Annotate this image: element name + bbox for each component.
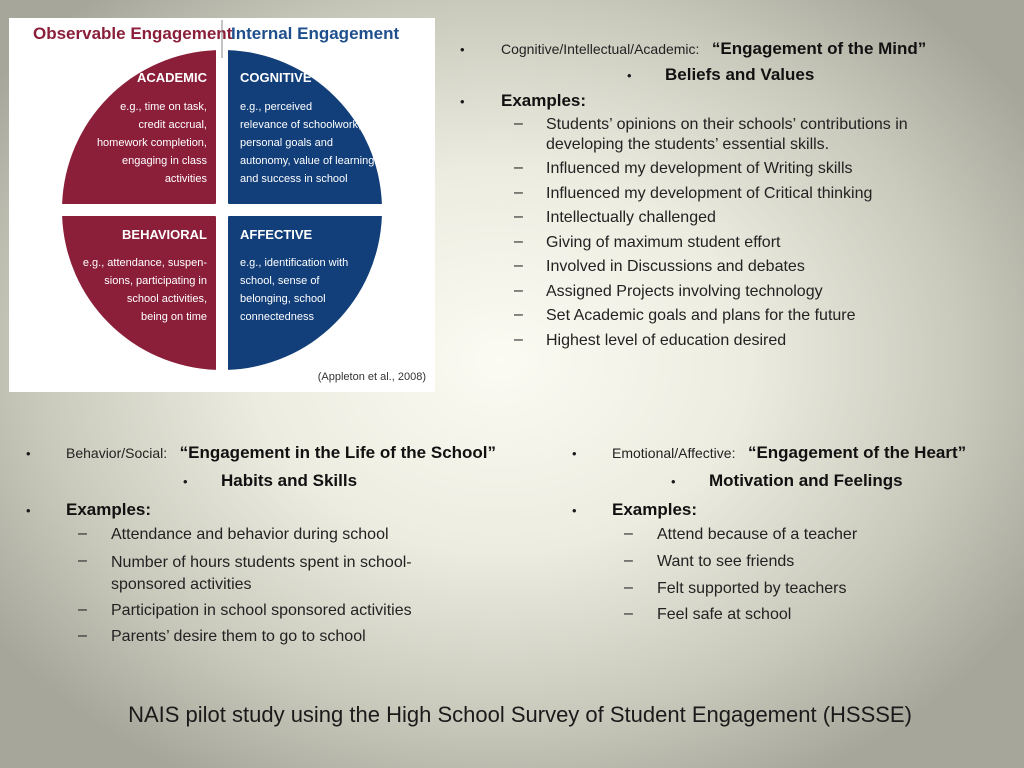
cognitive-examples-list: [460, 115, 1020, 355]
behavior-category: Behavior/Social: [66, 445, 164, 461]
list-item: [460, 159, 1020, 184]
academic-line: homework completion,: [96, 137, 207, 149]
bullet: •: [183, 474, 188, 489]
list-item: [460, 331, 1020, 356]
bullet: •: [572, 446, 577, 461]
list-item: [26, 552, 556, 601]
cognitive-title: COGNITIVE: [240, 70, 312, 85]
academic-line: credit accrual,: [138, 119, 207, 131]
dash: –: [514, 183, 523, 201]
emotional-examples-label: Examples:: [612, 500, 698, 519]
cognitive-block: [460, 37, 1020, 355]
bullet: •: [572, 503, 577, 518]
list-item: [572, 552, 1017, 579]
observable-engagement-header: Observable Engagement: [33, 24, 233, 43]
behavioral-line: sions, participating in: [104, 275, 207, 287]
list-item: [26, 601, 556, 628]
item-line: Intellectually challenged: [546, 209, 716, 226]
cognitive-line: autonomy, value of learning: [240, 155, 375, 167]
item-line: Assigned Projects involving technology: [546, 282, 823, 300]
emotional-category: Emotional/Affective: [612, 445, 732, 461]
academic-line: e.g., time on task,: [120, 101, 207, 113]
category-separator: :: [163, 445, 168, 461]
academic-title: ACADEMIC: [136, 70, 207, 85]
cognitive-line: and success in school: [240, 173, 348, 185]
cognitive-subtitle: Beliefs and Values: [665, 65, 815, 84]
category-separator: :: [695, 41, 700, 57]
list-item: [460, 115, 1020, 159]
dash: –: [514, 232, 523, 250]
behavioral-line: e.g., attendance, suspen-: [82, 257, 207, 269]
dash: –: [78, 600, 87, 618]
list-item: [572, 605, 1017, 632]
dash: –: [514, 115, 523, 132]
diagram-citation: (Appleton et al., 2008): [317, 371, 426, 383]
emotional-examples-list: [572, 525, 1017, 632]
item-line: Want to see friends: [657, 552, 795, 570]
item-line: Students’ opinions on their schools’ contributions in: [546, 116, 908, 133]
dash: –: [514, 208, 523, 225]
list-item: [460, 306, 1020, 331]
behavioral-line: school activities,: [126, 293, 207, 305]
internal-engagement-header: Internal Engagement: [231, 24, 400, 43]
behavior-examples-label: Examples:: [66, 500, 152, 519]
cognitive-line: relevance of schoolwork,: [240, 119, 362, 131]
bullet: •: [460, 94, 465, 109]
item-line: Parents’ desire them to go to school: [111, 628, 366, 645]
dash: –: [624, 525, 633, 542]
bullet: •: [460, 42, 465, 57]
list-item: [460, 282, 1020, 307]
affective-line: e.g., identification with: [240, 257, 349, 269]
behavior-block: [26, 441, 556, 654]
bullet: •: [671, 474, 676, 489]
item-line: Influenced my development of Critical thinking: [546, 184, 873, 202]
bullet: •: [26, 503, 31, 518]
affective-line: school, sense of: [240, 275, 320, 287]
list-item: [572, 525, 1017, 552]
cognitive-title: “Engagement of the Mind”: [711, 39, 927, 58]
dash: –: [624, 551, 633, 569]
item-line: Participation in school sponsored activities: [111, 601, 412, 619]
item-line: Set Academic goals and plans for the future: [546, 307, 856, 324]
item-line: Attendance and behavior during school: [111, 526, 389, 543]
item-line: sponsored activities: [111, 575, 252, 593]
list-item: [460, 184, 1020, 209]
emotional-subtitle: Motivation and Feelings: [709, 471, 903, 490]
bullet: •: [627, 68, 632, 83]
engagement-diagram: [9, 18, 435, 392]
behavioral-line: being on time: [140, 311, 207, 323]
list-item: [26, 627, 556, 654]
bullet: •: [26, 446, 31, 461]
dash: –: [78, 525, 87, 542]
list-item: [26, 525, 556, 552]
behavior-examples-list: [26, 525, 556, 654]
item-line: Highest level of education desired: [546, 331, 787, 349]
item-line: developing the students’ essential skills.: [546, 136, 830, 153]
item-line: Giving of maximum student effort: [546, 233, 781, 251]
list-item: [460, 208, 1020, 233]
behavior-title: “Engagement in the Life of the School”: [179, 443, 497, 462]
cognitive-line: personal goals and: [240, 137, 333, 149]
dash: –: [514, 257, 523, 274]
cognitive-examples-label: Examples:: [501, 91, 587, 110]
item-line: Influenced my development of Writing skills: [546, 160, 853, 177]
dash: –: [514, 281, 523, 299]
item-line: Attend because of a teacher: [657, 526, 858, 543]
dash: –: [514, 330, 523, 348]
academic-line: activities: [164, 173, 207, 185]
list-item: [572, 579, 1017, 606]
footer-caption: NAIS pilot study using the High School Survey of Student Engagement (HSSSE): [128, 702, 912, 727]
behavioral-title: BEHAVIORAL: [122, 227, 207, 242]
item-line: Number of hours students spent in school-: [111, 553, 412, 571]
academic-line: engaging in class: [121, 155, 207, 167]
dash: –: [624, 578, 633, 596]
affective-line: belonging, school: [240, 293, 326, 305]
list-item: [460, 233, 1020, 258]
category-separator: :: [731, 445, 736, 461]
item-line: Felt supported by teachers: [657, 579, 847, 597]
dash: –: [78, 627, 87, 644]
behavior-subtitle: Habits and Skills: [221, 471, 358, 490]
affective-line: connectedness: [240, 311, 314, 323]
affective-title: AFFECTIVE: [240, 227, 313, 242]
dash: –: [624, 605, 633, 623]
emotional-block: [572, 441, 1017, 632]
cognitive-line: e.g., perceived: [240, 101, 313, 113]
emotional-title: “Engagement of the Heart”: [747, 443, 967, 462]
dash: –: [514, 159, 523, 176]
cognitive-category: Cognitive/Intellectual/Academic: [501, 41, 696, 57]
item-line: Feel safe at school: [657, 606, 792, 624]
center-dot: [213, 201, 231, 219]
dash: –: [78, 551, 87, 569]
list-item: [460, 257, 1020, 282]
item-line: Involved in Discussions and debates: [546, 258, 805, 275]
dash: –: [514, 306, 523, 323]
